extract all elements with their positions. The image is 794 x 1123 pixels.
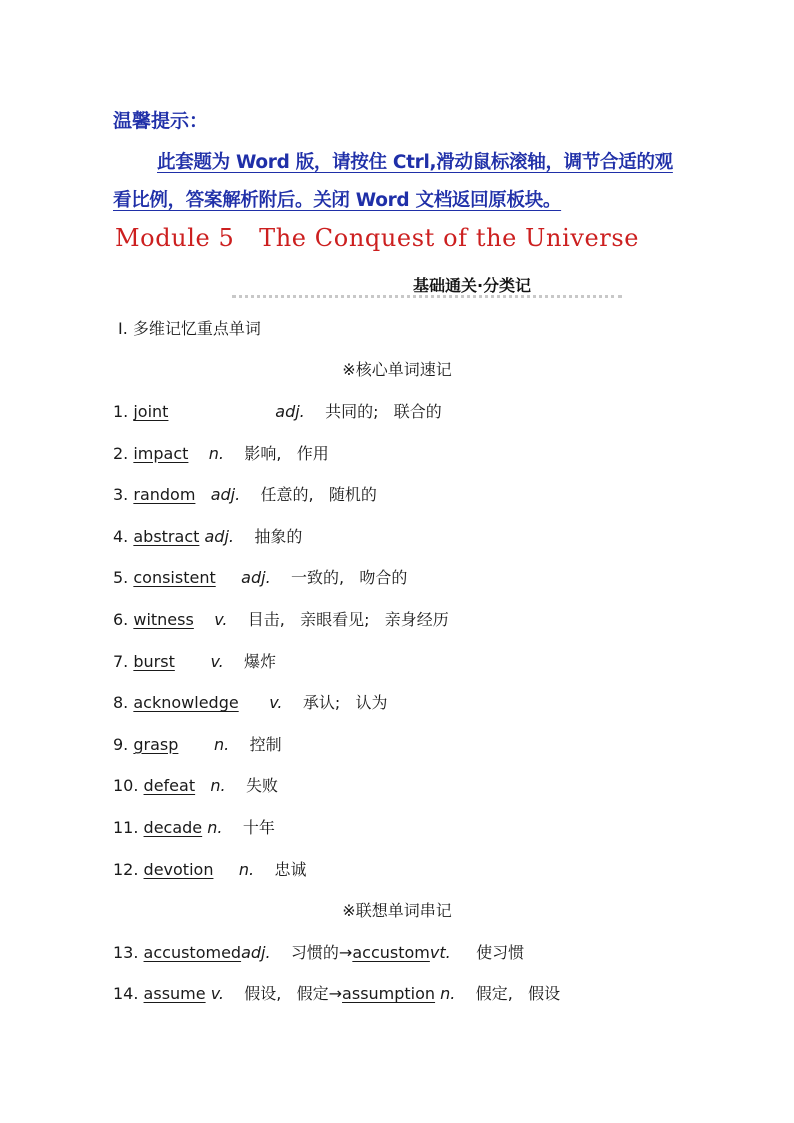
entry-word: joint xyxy=(133,402,169,421)
entry-meaning: 爆炸 xyxy=(244,651,277,671)
entry-number: 9. xyxy=(113,734,129,754)
entry-meaning: 假设, 假定→ xyxy=(244,984,343,1003)
sub-heading: Ⅰ. 多维记忆重点单词 xyxy=(118,319,261,338)
entry-word: abstract xyxy=(133,526,200,546)
entry-number: 11. xyxy=(113,818,139,837)
entry-word: burst xyxy=(133,651,175,671)
entry-number: 1. xyxy=(113,402,129,421)
entry-pos: v. xyxy=(269,693,283,713)
entry-related-meaning: 使习惯 xyxy=(476,943,525,962)
list-item xyxy=(113,773,278,796)
entry-number: 10. xyxy=(113,776,139,796)
entry-word: assume xyxy=(143,984,206,1003)
entry-related-meaning: 假定, 假设 xyxy=(475,984,561,1003)
entry-word: acknowledge xyxy=(133,693,239,713)
entry-related-pos: n. xyxy=(440,984,456,1003)
entry-word: grasp xyxy=(133,734,179,754)
entry-pos: n. xyxy=(207,818,223,837)
entry-meaning: 一致的, 吻合的 xyxy=(291,568,408,588)
entry-pos: n. xyxy=(214,734,230,754)
entry-meaning: 任意的, 随机的 xyxy=(260,485,377,505)
entry-pos: adj. xyxy=(204,526,234,546)
entry-gap xyxy=(195,485,205,504)
list-item xyxy=(113,940,524,963)
entry-word: decade xyxy=(143,818,203,837)
entry-word: witness xyxy=(133,610,194,629)
list-item xyxy=(113,441,329,464)
entry-gap xyxy=(216,568,236,587)
entry-related-word: assumption xyxy=(342,984,436,1003)
entry-gap xyxy=(194,610,209,629)
entry-word: impact xyxy=(133,443,189,463)
group-heading-association: ※联想单词串记 xyxy=(342,901,452,920)
list-item xyxy=(113,981,560,1004)
entry-number: 2. xyxy=(113,443,129,463)
entry-meaning: 承认; 认为 xyxy=(302,693,388,713)
entry-number: 14. xyxy=(113,984,139,1003)
entry-pos: n. xyxy=(208,443,225,463)
entry-meaning: 控制 xyxy=(249,734,282,754)
entry-pos: adj. xyxy=(210,485,241,505)
entry-meaning: 失败 xyxy=(245,776,278,796)
list-item xyxy=(113,649,276,672)
tip-body: 此套题为 Word 版，请按住 Ctrl,滑动鼠标滚轴，调节合适的观看比例，答案解析附后。关闭 Word 文档返回原板块。 xyxy=(113,152,673,211)
module-title: Module 5 The Conquest of the Universe xyxy=(115,224,640,252)
entry-gap xyxy=(195,776,205,795)
entry-number: 4. xyxy=(113,526,129,546)
entry-gap xyxy=(188,444,203,463)
entry-meaning: 抽象的 xyxy=(254,526,303,546)
entry-word: consistent xyxy=(133,568,216,588)
entry-pos: v. xyxy=(210,651,224,671)
entry-meaning: 忠诚 xyxy=(274,859,307,879)
entry-gap xyxy=(213,860,233,879)
list-item xyxy=(113,607,449,630)
entry-number: 6. xyxy=(113,610,129,629)
entry-pos: n. xyxy=(210,776,226,796)
section-title: 基础通关·分类记 xyxy=(412,276,532,295)
entry-number: 8. xyxy=(113,693,129,713)
entry-number: 13. xyxy=(113,943,139,962)
entry-related-pos: vt. xyxy=(429,943,451,962)
group-heading-core: ※核心单词速记 xyxy=(342,360,452,379)
entry-number: 3. xyxy=(113,485,129,505)
entry-number: 12. xyxy=(113,859,139,879)
entry-word: devotion xyxy=(143,859,214,879)
entry-meaning: 目击, 亲眼看见; 亲身经历 xyxy=(247,610,449,629)
entry-gap xyxy=(239,693,264,712)
entry-gap xyxy=(178,735,209,754)
list-item xyxy=(113,565,407,588)
dotted-divider xyxy=(232,295,622,298)
entry-gap xyxy=(175,652,206,671)
entry-meaning: 共同的; 联合的 xyxy=(325,402,442,421)
entry-word: defeat xyxy=(143,776,196,796)
entry-pos: v. xyxy=(210,984,224,1003)
list-item xyxy=(113,857,306,880)
list-item xyxy=(113,732,282,755)
entry-pos: adj. xyxy=(241,568,271,588)
entry-meaning: 影响, 作用 xyxy=(244,443,329,463)
entry-related-word: accustom xyxy=(352,943,430,962)
entry-pos: adj. xyxy=(275,402,305,421)
entry-pos: v. xyxy=(214,610,228,629)
entry-meaning: 习惯的→ xyxy=(290,943,353,962)
entry-word: accustomed xyxy=(143,943,242,962)
entry-pos: adj. xyxy=(241,943,271,962)
list-item xyxy=(113,399,442,422)
entry-word: random xyxy=(133,485,196,505)
entry-pos: n. xyxy=(238,859,255,879)
list-item xyxy=(113,482,377,505)
entry-number: 5. xyxy=(113,568,129,588)
entry-gap xyxy=(168,402,270,421)
list-item xyxy=(113,690,387,713)
tip-title: 温馨提示： xyxy=(113,110,209,132)
entry-meaning: 十年 xyxy=(242,818,275,837)
list-item xyxy=(113,815,275,838)
list-item xyxy=(113,524,302,547)
entry-number: 7. xyxy=(113,651,129,671)
